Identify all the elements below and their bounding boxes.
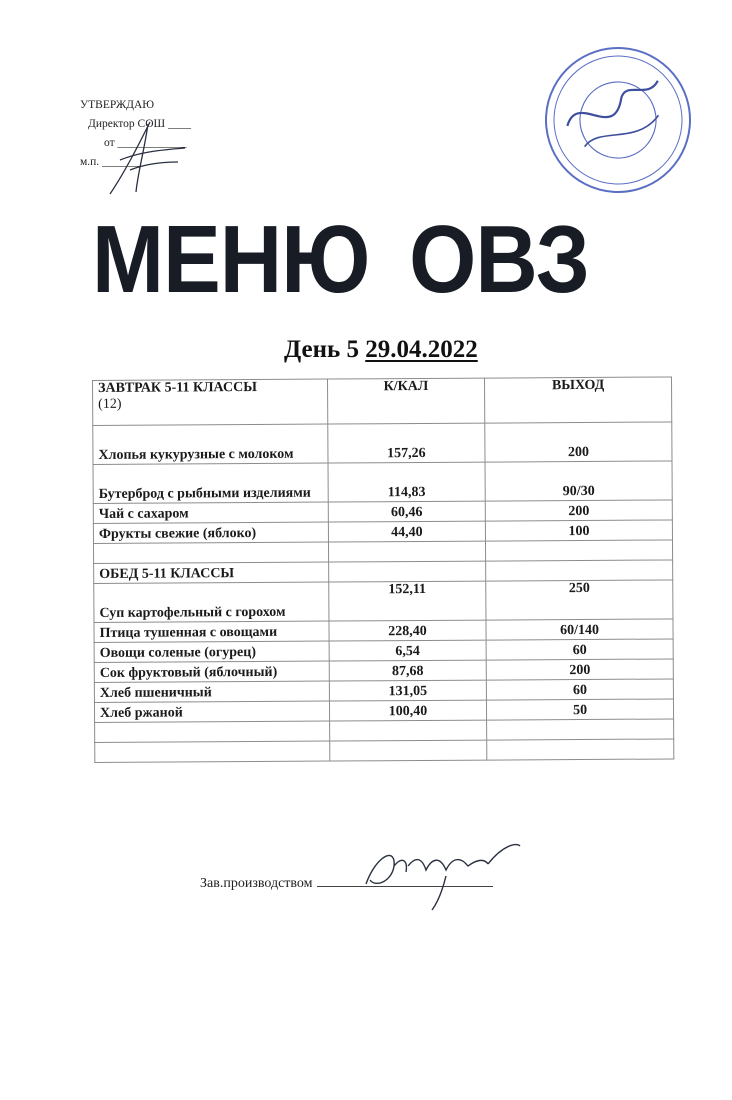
table-row bbox=[93, 520, 672, 544]
table-row bbox=[93, 500, 672, 524]
dish-kcal: 87,68 bbox=[329, 660, 487, 681]
day-heading bbox=[284, 336, 478, 364]
page-title bbox=[92, 205, 596, 315]
empty-cell bbox=[95, 741, 330, 762]
dish-yield: 50 bbox=[487, 699, 674, 720]
dish-kcal: 152,11 bbox=[328, 581, 486, 621]
approval-seal-mark: м.п. _______ bbox=[80, 156, 143, 168]
table-row bbox=[94, 580, 673, 623]
table-row-empty bbox=[95, 739, 674, 763]
day-label: День 5 bbox=[284, 336, 359, 363]
header-breakfast-text: ЗАВТРАК 5-11 КЛАССЫ bbox=[98, 379, 257, 396]
empty-cell bbox=[95, 721, 330, 742]
dish-name: Суп картофельный с горохом bbox=[94, 582, 329, 622]
dish-kcal: 157,26 bbox=[327, 423, 485, 463]
dish-name: Хлопья кукурузные с молоком bbox=[93, 424, 328, 464]
approval-director-text: Директор СОШ bbox=[88, 118, 166, 130]
dish-kcal: 114,83 bbox=[328, 462, 486, 502]
dish-yield: 200 bbox=[485, 422, 672, 462]
empty-cell bbox=[487, 719, 674, 740]
header-kcal bbox=[327, 378, 485, 424]
dish-kcal: 100,40 bbox=[329, 700, 487, 721]
empty-cell bbox=[328, 541, 486, 562]
school-seal-stamp bbox=[538, 40, 698, 200]
dish-kcal: 60,46 bbox=[328, 501, 486, 522]
dish-yield: 60 bbox=[486, 679, 673, 700]
table-header-row bbox=[93, 377, 672, 426]
header-kcal-text: К/КАЛ bbox=[383, 378, 429, 395]
title-word-menu: МЕНЮ bbox=[92, 206, 370, 313]
approval-director: Директор СОШ ____ bbox=[88, 118, 191, 130]
empty-cell bbox=[487, 739, 674, 760]
dish-name: Бутерброд с рыбными изделиями bbox=[93, 463, 328, 503]
empty-cell bbox=[486, 540, 673, 561]
title-word-ovz: ОВЗ bbox=[409, 206, 589, 313]
header-yield bbox=[485, 377, 672, 423]
table-row bbox=[94, 699, 673, 723]
table-row bbox=[93, 422, 672, 465]
dish-yield: 60 bbox=[486, 639, 673, 660]
header-breakfast bbox=[93, 379, 328, 425]
dish-name: Хлеб ржаной bbox=[94, 701, 329, 722]
dish-yield: 250 bbox=[486, 580, 673, 620]
empty-cell bbox=[486, 560, 673, 581]
dish-yield: 100 bbox=[485, 520, 672, 541]
director-signature bbox=[100, 112, 190, 202]
dish-yield: 200 bbox=[485, 500, 672, 521]
approval-from-text: от bbox=[104, 137, 115, 149]
dish-kcal: 131,05 bbox=[329, 680, 487, 701]
dish-kcal: 228,40 bbox=[329, 620, 487, 641]
table-row bbox=[94, 659, 673, 683]
table-row bbox=[94, 679, 673, 703]
empty-cell bbox=[329, 720, 487, 741]
table-row bbox=[94, 619, 673, 643]
production-manager-label: Зав.производством bbox=[200, 876, 313, 891]
header-yield-text: ВЫХОД bbox=[551, 377, 605, 394]
empty-cell bbox=[93, 542, 328, 563]
dish-name: Сок фруктовый (яблочный) bbox=[94, 661, 329, 682]
dish-name: Фрукты свежие (яблоко) bbox=[93, 522, 328, 543]
dish-yield: 200 bbox=[486, 659, 673, 680]
dish-name: Хлеб пшеничный bbox=[94, 681, 329, 702]
approval-title: УТВЕРЖДАЮ bbox=[80, 99, 155, 111]
dish-kcal: 44,40 bbox=[328, 521, 486, 542]
approval-seal-text: м.п. bbox=[80, 156, 100, 168]
header-breakfast-sub: (12) bbox=[98, 396, 122, 412]
approval-from: от ____________ bbox=[104, 137, 187, 149]
empty-cell bbox=[329, 740, 487, 761]
dish-name: Чай с сахаром bbox=[93, 502, 328, 523]
day-date: 29.04.2022 bbox=[365, 336, 478, 363]
dish-yield: 90/30 bbox=[485, 461, 672, 501]
dish-name: Птица тушенная с овощами bbox=[94, 621, 329, 642]
dish-name: Овощи соленые (огурец) bbox=[94, 641, 329, 662]
table-row bbox=[93, 461, 672, 504]
dish-kcal: 6,54 bbox=[329, 640, 487, 661]
dish-yield: 60/140 bbox=[486, 619, 673, 640]
table-row bbox=[94, 639, 673, 663]
lunch-header: ОБЕД 5-11 КЛАССЫ bbox=[94, 562, 329, 583]
menu-table bbox=[92, 376, 674, 763]
production-manager-signature bbox=[356, 836, 526, 916]
empty-cell bbox=[328, 561, 486, 582]
